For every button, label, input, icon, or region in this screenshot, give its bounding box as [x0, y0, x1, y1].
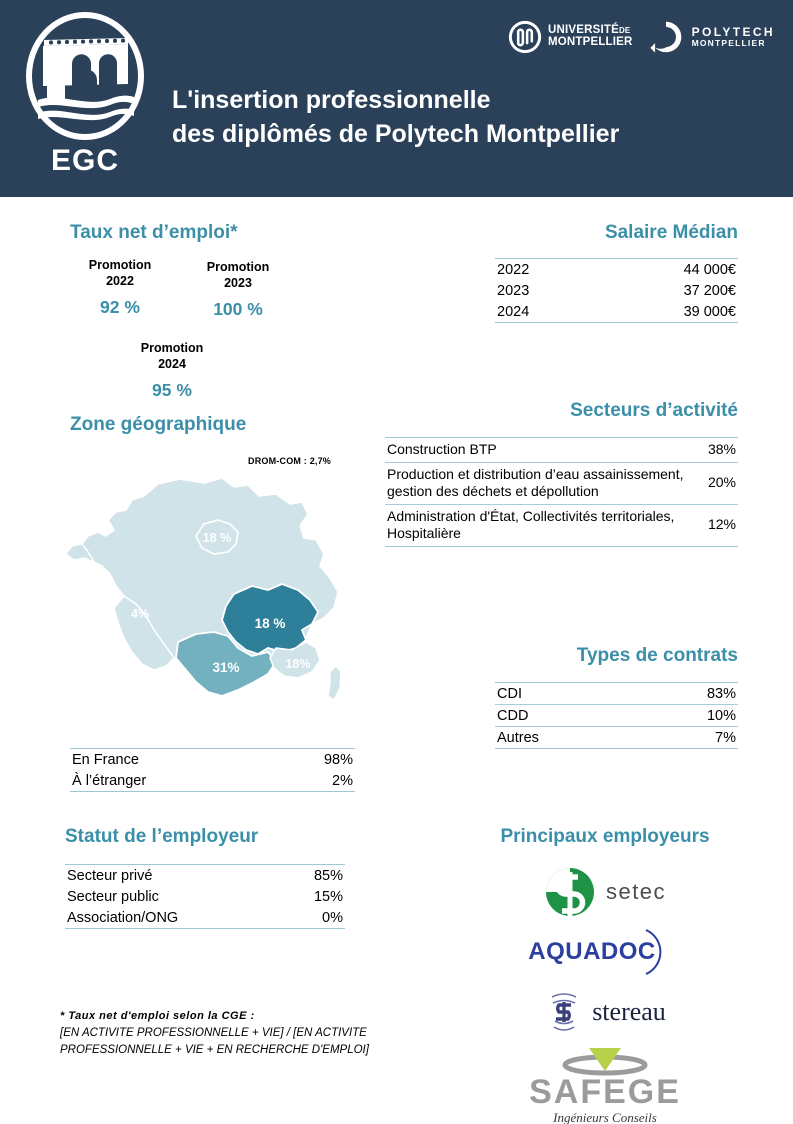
um-line2: MONTPELLIER [547, 36, 633, 48]
map-label-occitanie: 31% [212, 660, 240, 675]
stereau-icon [544, 988, 584, 1036]
contrat-value: 10% [636, 705, 738, 727]
page-title [172, 84, 772, 151]
polytech-icon [647, 18, 685, 56]
section-taux-net-emploi [70, 222, 370, 401]
france-etranger-table [70, 748, 355, 792]
table-row [65, 865, 345, 887]
map-label-auvergne-rhone-alpes: 18 % [254, 616, 286, 631]
page-header [0, 0, 793, 197]
universite-montpellier-icon [508, 20, 542, 54]
page-title-line1: L'insertion professionnelle [172, 86, 491, 114]
statut-label: Secteur privé [67, 867, 153, 884]
aquadoc-arc-icon [638, 924, 682, 980]
salaire-value: 37 200€ [683, 282, 736, 299]
table-row [495, 705, 738, 727]
employer-logo-aquadoc [470, 922, 740, 982]
secteur-label: Administration d'État, Collectivités territoriales, Hospitalière [385, 504, 686, 546]
statut-value: 85% [313, 867, 343, 884]
polytech-line2: MONTPELLIER [691, 37, 766, 48]
secteur-label: Construction BTP [387, 441, 497, 457]
um-line1: UNIVERSITÉ [547, 24, 619, 37]
egc-logo-text: EGC [50, 144, 119, 177]
section-zone-geographique [70, 414, 370, 789]
section-principaux-employeurs [470, 826, 740, 1124]
contrat-label: CDD [495, 705, 636, 727]
region-corse [328, 666, 341, 700]
table-row [495, 727, 738, 749]
secteur-value: 20% [686, 462, 738, 504]
stereau-label: stereau [592, 997, 666, 1026]
statut-employeur-table [65, 864, 345, 929]
table-row [495, 683, 738, 705]
france-map [62, 466, 362, 716]
universite-montpellier-logo [508, 20, 633, 54]
safege-subtitle: Ingénieurs Conseils [553, 1109, 657, 1124]
statut-value: 0% [322, 909, 343, 926]
table-row [495, 301, 738, 323]
employer-logo-safege [470, 1042, 740, 1124]
zone-value: 2% [332, 772, 353, 789]
table-row [65, 907, 345, 929]
contrat-label: Autres [495, 727, 636, 749]
salaire-value: 44 000€ [683, 261, 736, 278]
contrat-label: CDI [497, 685, 522, 702]
promo-2024 [112, 341, 232, 401]
table-row [385, 504, 738, 546]
salaire-median-title: Salaire Médian [604, 222, 738, 243]
promo-2022 [60, 258, 180, 318]
footnote-line2: [EN ACTIVITE PROFESSIONNELLE + VIE] / [EN ACTIVITE PROFESSIONNELLE + VIE + EN RECHERCHE D'EMPLOI] [60, 1027, 369, 1056]
promo-2024-year: 2024 [158, 356, 186, 371]
section-secteurs-activite [385, 400, 738, 547]
secteur-label: Production et distribution d’eau assainissement, gestion des déchets et dépollution [385, 462, 686, 504]
promo-2023-value: 100 % [213, 299, 263, 320]
secteurs-activite-table [385, 437, 738, 547]
page-title-line2: des diplômés de Polytech Montpellier [172, 119, 620, 148]
table-row [70, 749, 355, 771]
um-line1-small: DE [618, 26, 631, 36]
types-contrats-title: Types de contrats [576, 645, 738, 666]
map-label-ile-de-france: 18 % [202, 531, 232, 545]
section-types-contrats [495, 645, 738, 749]
table-row [495, 259, 738, 281]
table-row [385, 438, 738, 463]
salaire-value: 39 000€ [683, 303, 736, 320]
taux-net-emploi-title: Taux net d’emploi* [70, 222, 238, 243]
promo-2022-year: 2022 [106, 273, 134, 288]
zone-label: En France [72, 751, 139, 768]
section-salaire-median [495, 222, 738, 323]
partner-logos [508, 14, 775, 60]
table-row [70, 770, 355, 792]
statut-label: Secteur public [67, 888, 159, 905]
salaire-year: 2022 [497, 261, 530, 278]
footnote-line1: * Taux net d'emploi selon la CGE : [60, 1010, 255, 1022]
contrat-value: 83% [706, 685, 736, 702]
egc-logo [20, 12, 150, 187]
safege-label: SAFEGE [529, 1073, 681, 1112]
table-row [495, 280, 738, 301]
types-contrats-table [495, 682, 738, 749]
salaire-year: 2023 [497, 282, 530, 299]
promo-2023 [178, 260, 298, 320]
salaire-year: 2024 [497, 303, 530, 320]
promo-2023-year: 2023 [224, 275, 252, 290]
contrat-value: 7% [636, 727, 738, 749]
zone-geographique-title: Zone géographique [70, 414, 247, 435]
promo-2024-label: Promotion [140, 341, 204, 355]
promo-row-2 [70, 320, 370, 401]
secteurs-activite-title: Secteurs d’activité [570, 400, 738, 421]
safege-icon [545, 1044, 665, 1076]
statut-employeur-title: Statut de l’employeur [65, 826, 259, 847]
setec-label: setec [605, 879, 667, 904]
promo-2022-value: 92 % [100, 297, 140, 318]
employer-logo-setec [470, 862, 740, 922]
table-row [65, 886, 345, 907]
salaire-median-table [495, 258, 738, 323]
footnote [60, 1010, 390, 1058]
principaux-employeurs-title: Principaux employeurs [500, 826, 710, 847]
table-row [385, 462, 738, 504]
secteur-value: 38% [707, 441, 736, 457]
employer-logo-stereau [470, 982, 740, 1042]
zone-label: À l’étranger [72, 772, 147, 789]
promo-2022-label: Promotion [88, 258, 152, 272]
aquadoc-label: AQUADOC [528, 938, 656, 965]
statut-value: 15% [313, 888, 343, 905]
map-label-paca: 18% [285, 657, 311, 671]
statut-label: Association/ONG [67, 909, 179, 926]
secteur-value: 12% [686, 504, 738, 546]
polytech-line1: POLYTECH [691, 24, 775, 39]
promo-row-1 [70, 258, 370, 320]
zone-value: 98% [323, 751, 353, 768]
polytech-montpellier-logo [647, 18, 775, 56]
section-statut-employeur [65, 826, 345, 929]
france-etranger-wrapper [70, 748, 355, 792]
promo-2024-value: 95 % [152, 380, 192, 401]
drom-com-label: DROM-COM : 2,7% [248, 456, 332, 466]
setec-icon [544, 866, 596, 918]
map-label-nouvelle-aquitaine: 4% [130, 607, 150, 621]
promo-2023-label: Promotion [206, 260, 270, 274]
